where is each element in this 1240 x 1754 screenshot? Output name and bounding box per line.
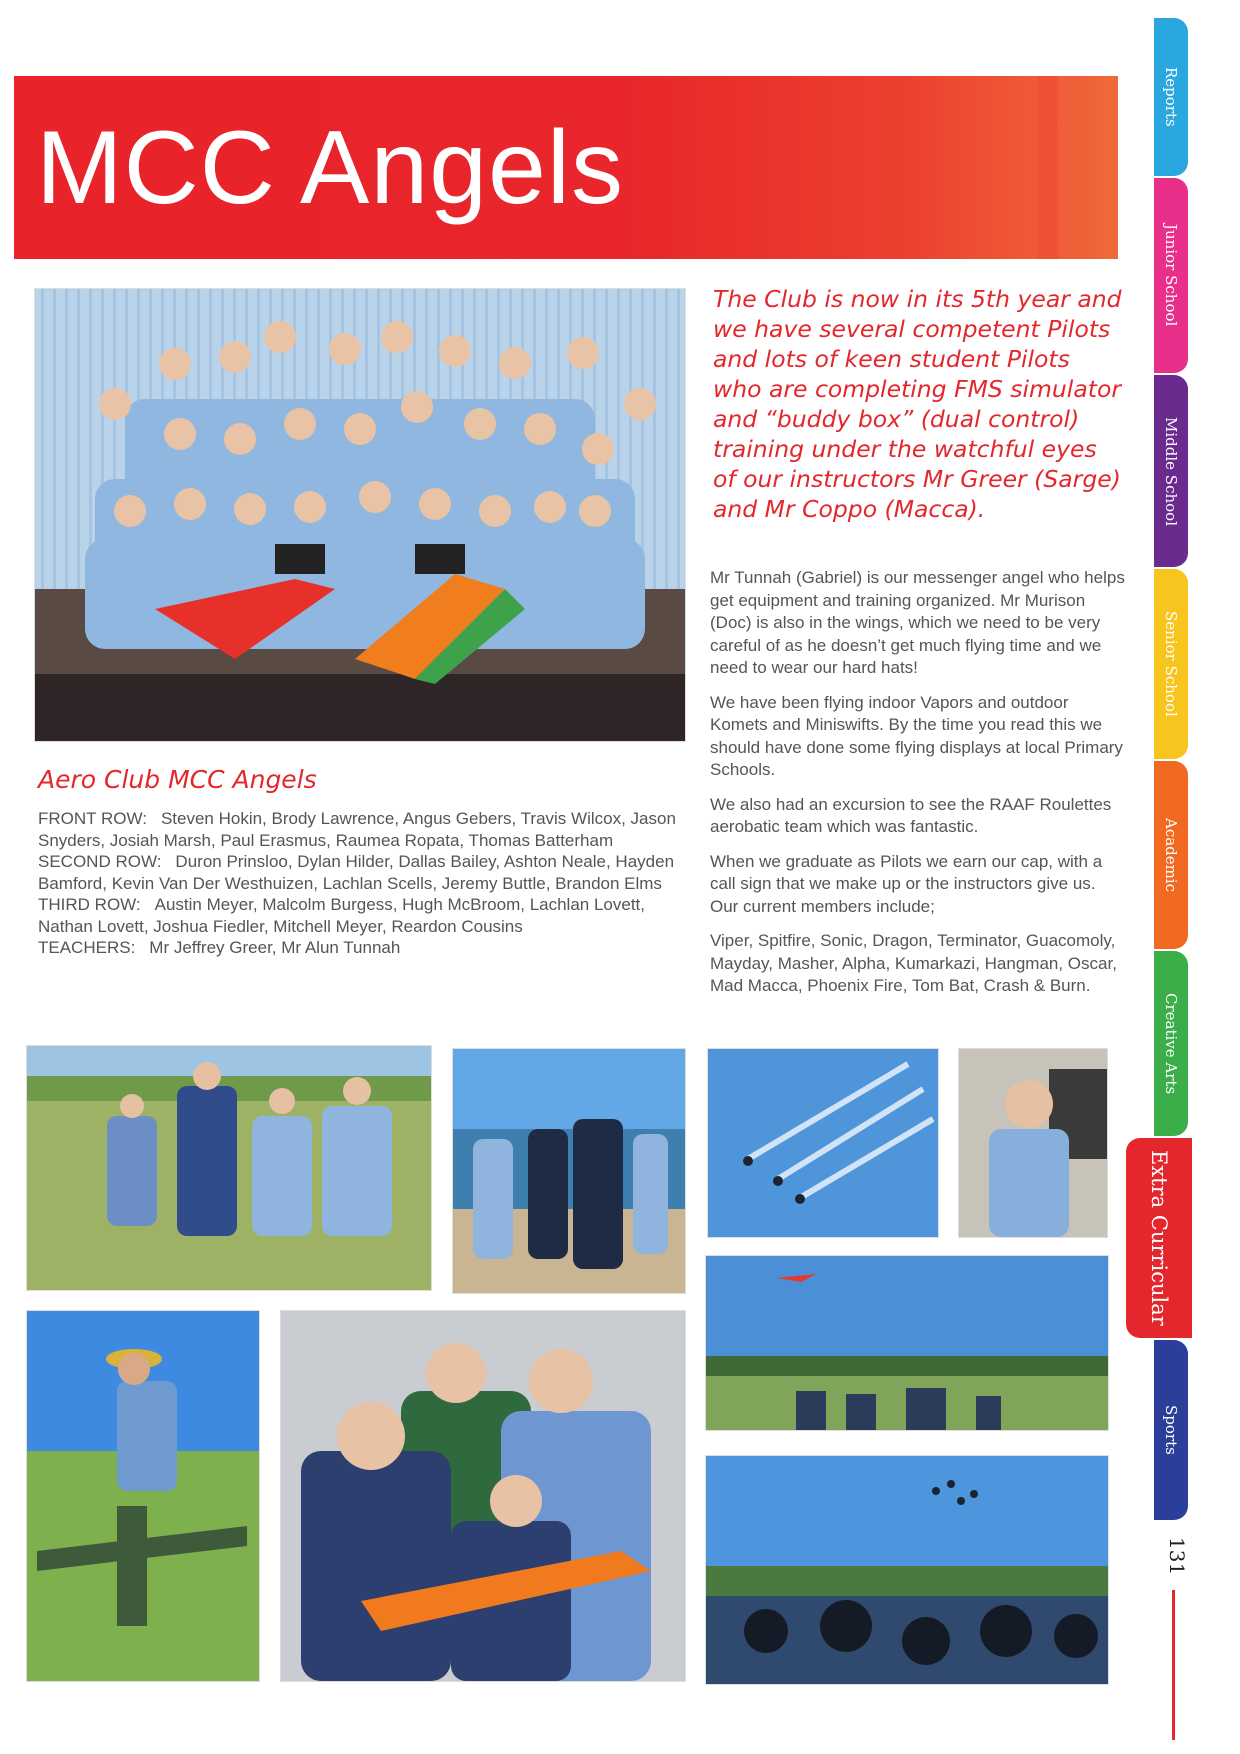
page-number bbox=[1162, 1523, 1192, 1589]
airfield-photo bbox=[705, 1255, 1109, 1431]
simulator-photo bbox=[958, 1048, 1108, 1238]
row-names: Duron Prinsloo, Dylan Hilder, Dallas Bailey, Ashton Neale, Hayden Bamford, Kevin Van Der Westhuizen, Lachlan Scells, Jeremy Buttle, Brandon Elms bbox=[38, 852, 675, 893]
row-names: Mr Jeffrey Greer, Mr Alun Tunnah bbox=[149, 938, 401, 957]
members-list: Viper, Spitfire, Sonic, Dragon, Terminator, Guacomoly, Mayday, Masher, Alpha, Kumarkazi, Hangman, Oscar, Mad Macca, Phoenix Fire, Tom Bat, Crash & Burn. bbox=[710, 931, 1117, 995]
field-photo bbox=[26, 1045, 432, 1291]
edge-line bbox=[1172, 1590, 1175, 1740]
pilot-photo bbox=[26, 1310, 260, 1682]
tab-label: Reports bbox=[1162, 67, 1180, 127]
tab-junior-school[interactable] bbox=[1154, 178, 1188, 373]
tab-label: Academic bbox=[1162, 817, 1180, 893]
tab-label: Sports bbox=[1162, 1405, 1180, 1455]
row-label: THIRD ROW: bbox=[38, 895, 141, 914]
body-paragraph: We have been flying indoor Vapors and outdoor Komets and Miniswifts. By the time you read this we should have done some flying displays at local Primary Schools. bbox=[710, 692, 1123, 779]
tab-extra-curricular[interactable] bbox=[1126, 1138, 1192, 1338]
tab-label: Senior School bbox=[1162, 611, 1180, 717]
row-names: Austin Meyer, Malcolm Burgess, Hugh McBroom, Lachlan Lovett, Nathan Lovett, Joshua Fiedler, Mitchell Meyer, Reardon Cousins bbox=[38, 895, 646, 936]
front-row bbox=[38, 808, 678, 851]
teachers-row bbox=[38, 937, 678, 959]
page-number-text: 131 bbox=[1165, 1536, 1189, 1576]
body-paragraph: When we graduate as Pilots we earn our cap, with a call sign that we make up or the instructors give us. Our current members include; bbox=[710, 851, 1103, 916]
body-paragraph: Mr Tunnah (Gabriel) is our messenger angel who helps get equipment and training organized. Mr Murison (Doc) is also in the wings, which we need to be very careful of as he doesn’t get much flying time and we need to wear our hard hats! bbox=[710, 568, 1125, 677]
banner-stripe bbox=[1068, 76, 1088, 259]
photo-caption bbox=[38, 808, 678, 959]
caption-title: Aero Club MCC Angels bbox=[38, 765, 317, 794]
second-row bbox=[38, 851, 678, 894]
tab-sports[interactable] bbox=[1154, 1340, 1188, 1520]
boys-plane-photo bbox=[280, 1310, 686, 1682]
title-banner bbox=[14, 76, 1118, 259]
intro-text: The Club is now in its 5th year and we have several competent Pilots and lots of keen student Pilots who are completing FMS simulator and “buddy box” (dual control) training under the watchful eyes of our instructors Mr Greer (Sarge) and Mr Coppo (Macca). bbox=[713, 285, 1122, 523]
banner-stripe bbox=[1038, 76, 1058, 259]
row-label: TEACHERS: bbox=[38, 938, 136, 957]
body-paragraph: We also had an excursion to see the RAAF Roulettes aerobatic team which was fantastic. bbox=[710, 794, 1112, 836]
section-tabs bbox=[1147, 0, 1214, 1754]
article-body bbox=[710, 567, 1125, 1010]
beach-photo bbox=[452, 1048, 686, 1294]
tab-label: Junior School bbox=[1162, 224, 1180, 327]
third-row bbox=[38, 894, 678, 937]
tab-label: Creative Arts bbox=[1162, 992, 1180, 1095]
row-label: FRONT ROW: bbox=[38, 809, 147, 828]
tab-label: Extra Curricular bbox=[1147, 1150, 1171, 1326]
tab-senior-school[interactable] bbox=[1154, 569, 1188, 759]
tab-creative-arts[interactable] bbox=[1154, 951, 1188, 1136]
tab-middle-school[interactable] bbox=[1154, 375, 1188, 567]
tab-label: Middle School bbox=[1162, 416, 1180, 526]
row-names: Steven Hokin, Brody Lawrence, Angus Gebers, Travis Wilcox, Jason Snyders, Josiah Marsh, Paul Erasmus, Raumea Ropata, Thomas Batterham bbox=[38, 809, 676, 850]
roulettes-photo bbox=[707, 1048, 939, 1238]
spectators-photo bbox=[705, 1455, 1109, 1685]
tab-academic[interactable] bbox=[1154, 761, 1188, 949]
tab-reports[interactable] bbox=[1154, 18, 1188, 176]
row-label: SECOND ROW: bbox=[38, 852, 162, 871]
group-photo bbox=[34, 288, 686, 742]
page-title: MCC Angels bbox=[36, 110, 624, 226]
